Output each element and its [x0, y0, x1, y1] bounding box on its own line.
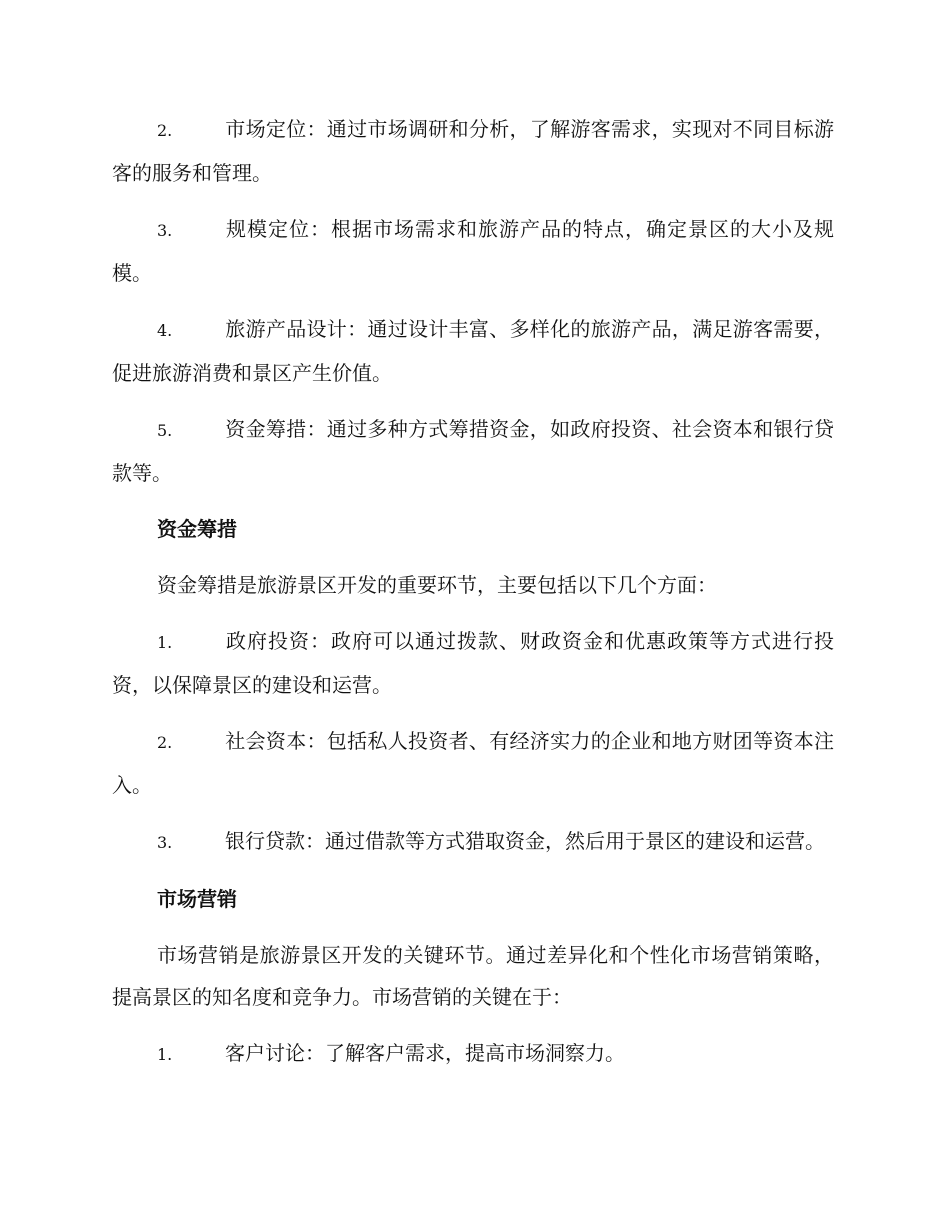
- list-number: 5.: [157, 421, 173, 440]
- list-item: [112, 820, 834, 864]
- list-item-text: 市场定位：通过市场调研和分析，了解游客需求，实现对不同目标游客的服务和管理。: [112, 117, 834, 185]
- list-item-text: 资金筹措：通过多种方式筹措资金，如政府投资、社会资本和银行贷款等。: [112, 417, 834, 485]
- section-heading-marketing: 市场营销: [157, 887, 237, 911]
- list-number: 2.: [157, 121, 173, 140]
- list-item-text: 银行贷款：通过借款等方式猎取资金，然后用于景区的建设和运营。: [225, 829, 825, 853]
- list-item-text: 旅游产品设计：通过设计丰富、多样化的旅游产品，满足游客需要，促进旅游消费和景区产生价值。: [112, 317, 834, 385]
- list-number: 2.: [157, 733, 173, 752]
- list-item-text: 客户讨论：了解客户需求，提高市场洞察力。: [225, 1041, 625, 1065]
- list-item: [112, 208, 834, 294]
- paragraph: 资金筹措是旅游景区开发的重要环节，主要包括以下几个方面：: [157, 573, 717, 597]
- list-item: [112, 620, 834, 706]
- list-item: [112, 108, 834, 194]
- list-item-text: 社会资本：包括私人投资者、有经济实力的企业和地方财团等资本注入。: [112, 729, 834, 797]
- list-number: 3.: [157, 221, 173, 240]
- document-body: [112, 108, 834, 1090]
- section-heading-funding: 资金筹措: [157, 517, 237, 541]
- paragraph: 市场营销是旅游景区开发的关键环节。通过差异化和个性化市场营销策略，提高景区的知名度和竞争力。市场营销的关键在于：: [112, 943, 834, 1009]
- list-item: [112, 308, 834, 394]
- list-number: 3.: [157, 833, 173, 852]
- list-item-text: 政府投资：政府可以通过拨款、财政资金和优惠政策等方式进行投资，以保障景区的建设和运营。: [112, 629, 834, 697]
- list-item: [112, 720, 834, 806]
- list-number: 4.: [157, 321, 173, 340]
- list-item: [112, 408, 834, 494]
- list-item: [112, 1032, 834, 1076]
- list-item-text: 规模定位：根据市场需求和旅游产品的特点，确定景区的大小及规模。: [112, 217, 834, 285]
- list-number: 1.: [157, 1045, 173, 1064]
- list-number: 1.: [157, 633, 173, 652]
